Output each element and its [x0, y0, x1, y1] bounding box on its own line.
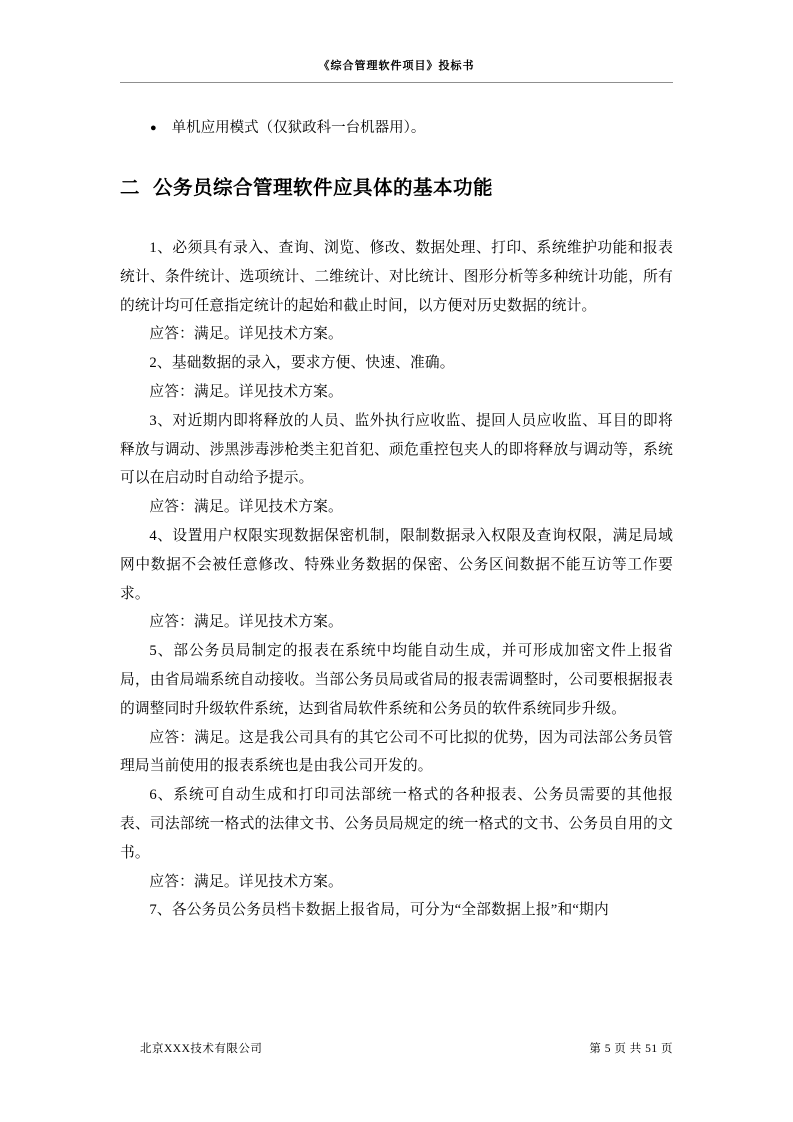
paragraph: 应答：满足。详见技术方案。: [149, 326, 343, 343]
paragraph: 5、部公务员局制定的报表在系统中均能自动生成，并可形成加密文件上报省局，由省局端系统自动接收。当部公务员局或省局的报表需调整时，公司要根据报表的调整同时升级软件系统，达到省局软件系统和公务员的软件系统同步升级。: [120, 643, 673, 717]
paragraph: 3、对近期内即将释放的人员、监外执行应收监、提回人员应收监、耳目的即将释放与调动、涉黑涉毒涉枪类主犯首犯、顽危重控包夹人的即将释放与调动等，系统可以在启动时自动给予提示。: [120, 412, 673, 487]
footer-page-number: 第 5 页 共 51 页: [589, 1043, 673, 1055]
paragraph-list: [120, 234, 673, 925]
section-heading: [120, 172, 673, 200]
paragraph: 应答：满足。这是我公司具有的其它公司不可比拟的优势，因为司法部公务员管理局当前使用的报表系统也是由我公司开发的。: [120, 729, 673, 775]
paragraph: 应答：满足。详见技术方案。: [149, 383, 343, 400]
section-number: 二: [120, 177, 141, 199]
paragraph: 4、设置用户权限实现数据保密机制，限制数据录入权限及查询权限，满足局域网中数据不会被任意修改、特殊业务数据的保密、公务区间数据不能互访等工作要求。: [120, 527, 673, 602]
footer-company-name: 北京XXX技术有限公司: [140, 1043, 263, 1055]
paragraph: 1、必须具有录入、查询、浏览、修改、数据处理、打印、系统维护功能和报表统计、条件统计、选项统计、二维统计、对比统计、图形分析等多种统计功能，所有的统计均可任意指定统计的起始和截止时间，以方便对历史数据的统计。: [120, 240, 673, 314]
paragraph: 应答：满足。详见技术方案。: [149, 614, 343, 631]
paragraph: 应答：满足。详见技术方案。: [149, 873, 343, 890]
paragraph: 7、各公务员公务员档卡数据上报省局，可分为“全部数据上报”和“期内: [149, 902, 609, 919]
header-title: 《综合管理软件项目》投标书: [318, 60, 475, 72]
bullet-list-item: [120, 118, 673, 138]
page-header: [120, 57, 673, 83]
section-title: 公务员综合管理软件应具体的基本功能: [153, 177, 494, 199]
bullet-text: 单机应用模式（仅狱政科一台机器用）。: [171, 120, 426, 136]
paragraph: 6、系统可自动生成和打印司法部统一格式的各种报表、公务员需要的其他报表、司法部统一格式的法律文书、公务员局规定的统一格式的文书、公务员自用的文书。: [120, 787, 673, 861]
paragraph: 2、基础数据的录入，要求方便、快速、准确。: [149, 355, 455, 372]
header-rule: [120, 82, 673, 83]
page-footer: [120, 1040, 673, 1056]
document-body: [120, 118, 673, 925]
paragraph: 应答：满足。详见技术方案。: [149, 499, 343, 516]
bullet-icon: ●: [150, 122, 157, 134]
